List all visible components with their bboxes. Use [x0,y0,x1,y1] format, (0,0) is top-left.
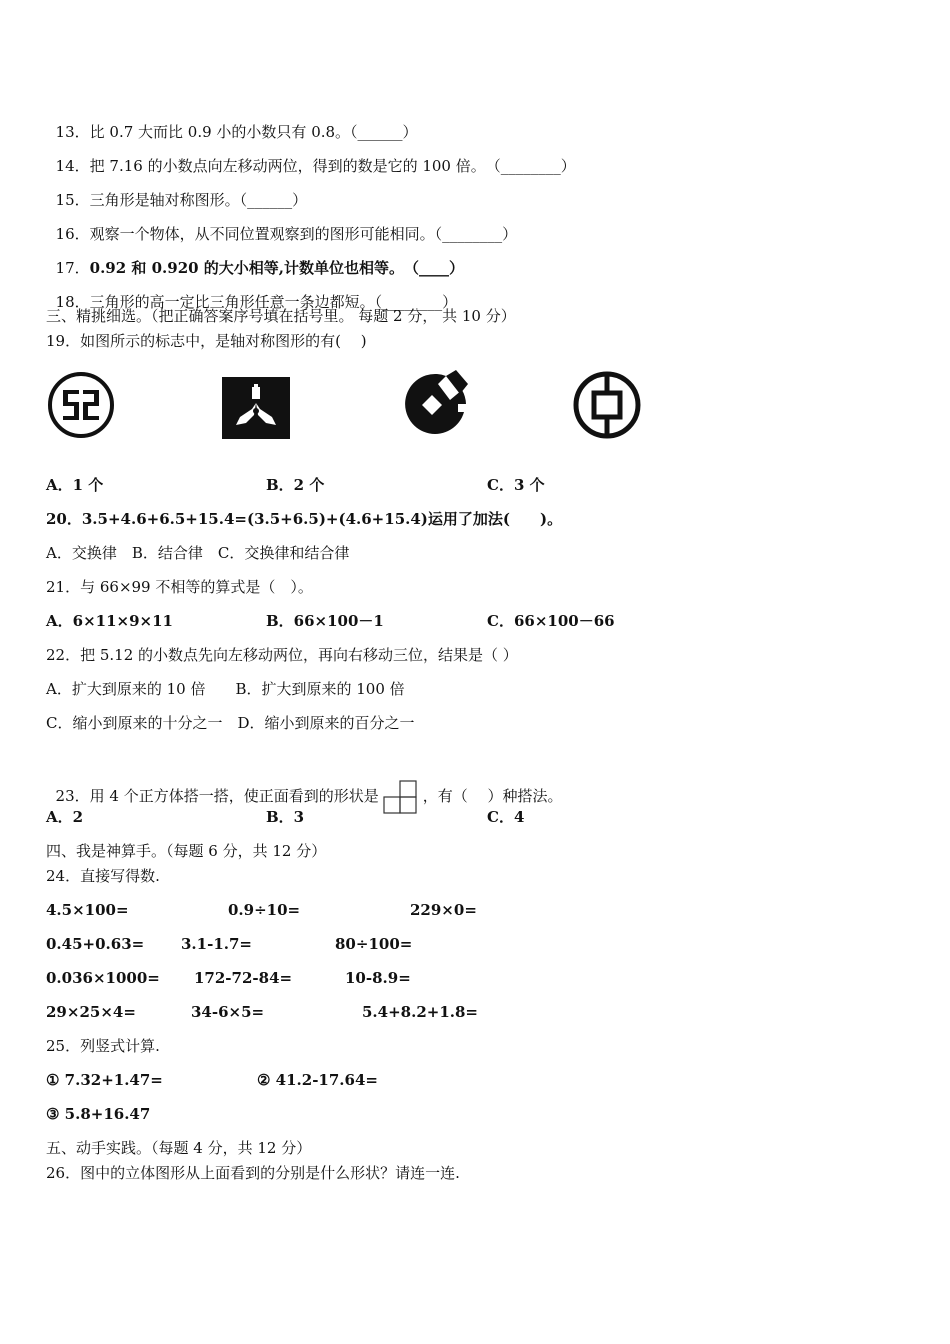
calc-item: 29×25×4= [46,1003,136,1021]
question-number: 15． [55,191,90,209]
calc-item: 0.9÷10= [228,901,301,919]
q22-options-row-1: A．扩大到原来的 10 倍 B．扩大到原来的 100 倍 [46,680,405,698]
calc-item: 80÷100= [335,935,413,953]
calc-item: 34-6×5= [191,1003,265,1021]
question-22: 22．把 5.12 的小数点先向左移动两位，再向右移动三位，结果是（ ） [46,646,518,664]
question-text: 比 0.7 大而比 0.9 小的小数只有 0.8。（______） [89,123,418,141]
question-24: 24．直接写得数. [46,867,160,885]
calc-item: 172-72-84= [194,969,293,987]
question-19: 19．如图所示的标志中，是轴对称图形的有( ) [46,332,367,350]
q23-option-b: B．3 [266,808,305,826]
icbc-logo-icon [46,370,116,444]
vertical-calc-item: ① 7.32+1.47= [46,1071,163,1089]
q23-text-after: ，有（ ）种搭法。 [422,787,563,805]
section-3-title: 三、精挑细选。（把正确答案序号填在括号里。 每题 2 分， 共 10 分） [46,307,516,325]
q19-option-c: C．3 个 [487,476,545,494]
question-number: 18． [55,293,90,311]
question-25: 25．列竖式计算. [46,1037,160,1055]
q21-option-c: C．66×100－66 [487,612,615,630]
q19-option-a: A．1 个 [46,476,104,494]
section-4-title: 四、我是神算手。（每题 6 分，共 12 分） [46,842,327,860]
q23-text-before: 23．用 4 个正方体搭一搭，使正面看到的形状是 [55,787,379,805]
question-text: 观察一个物体，从不同位置观察到的图形可能相同。（________） [89,225,518,243]
q21-option-b: B．66×100－1 [266,612,384,630]
construction-bank-logo-icon [222,377,290,443]
calc-item: 0.036×1000= [46,969,160,987]
calc-item: 229×0= [410,901,477,919]
q23-option-a: A．2 [46,808,84,826]
calc-item: 10-8.9= [345,969,411,987]
q22-options-row-2: C．缩小到原来的十分之一 D．缩小到原来的百分之一 [46,714,415,732]
question-text: 三角形的高一定比三角形任意一条边都短。（________） [89,293,458,311]
question-number: 17． [55,259,90,277]
section-5-title: 五、动手实践。（每题 4 分，共 12 分） [46,1139,312,1157]
cube-front-view-icon [383,780,419,814]
question-text: 三角形是轴对称图形。（______） [89,191,308,209]
calc-item: 5.4+8.2+1.8= [362,1003,478,1021]
question-23 [46,760,563,814]
question-26: 26．图中的立体图形从上面看到的分别是什么形状？请连一连. [46,1164,460,1182]
question-text: 把 7.16 的小数点向左移动两位，得到的数是它的 100 倍。 （________） [89,157,576,175]
vertical-calc-item: ③ 5.8+16.47 [46,1105,151,1123]
question-number: 16． [55,225,90,243]
question-text: 0.92 和 0.920 的大小相等,计数单位也相等。 （____） [89,259,465,277]
q20-options: A．交换律 B．结合律 C．交换律和结合律 [46,544,350,562]
calc-item: 0.45+0.63= [46,935,145,953]
agricultural-coin-logo-icon [402,370,472,442]
q19-option-b: B．2 个 [266,476,325,494]
calc-item: 4.5×100= [46,901,129,919]
question-number: 14． [55,157,90,175]
bank-of-china-logo-icon [572,370,642,444]
question-21: 21．与 66×99 不相等的算式是（ ）。 [46,578,313,596]
question-number: 13． [55,123,90,141]
vertical-calc-item: ② 41.2-17.64= [257,1071,378,1089]
q23-option-c: C．4 [487,808,525,826]
calc-item: 3.1-1.7= [181,935,252,953]
q21-option-a: A．6×11×9×11 [46,612,173,630]
question-20: 20．3.5+4.6+6.5+15.4=(3.5+6.5)+(4.6+15.4)运用了加法( )。 [46,510,563,528]
